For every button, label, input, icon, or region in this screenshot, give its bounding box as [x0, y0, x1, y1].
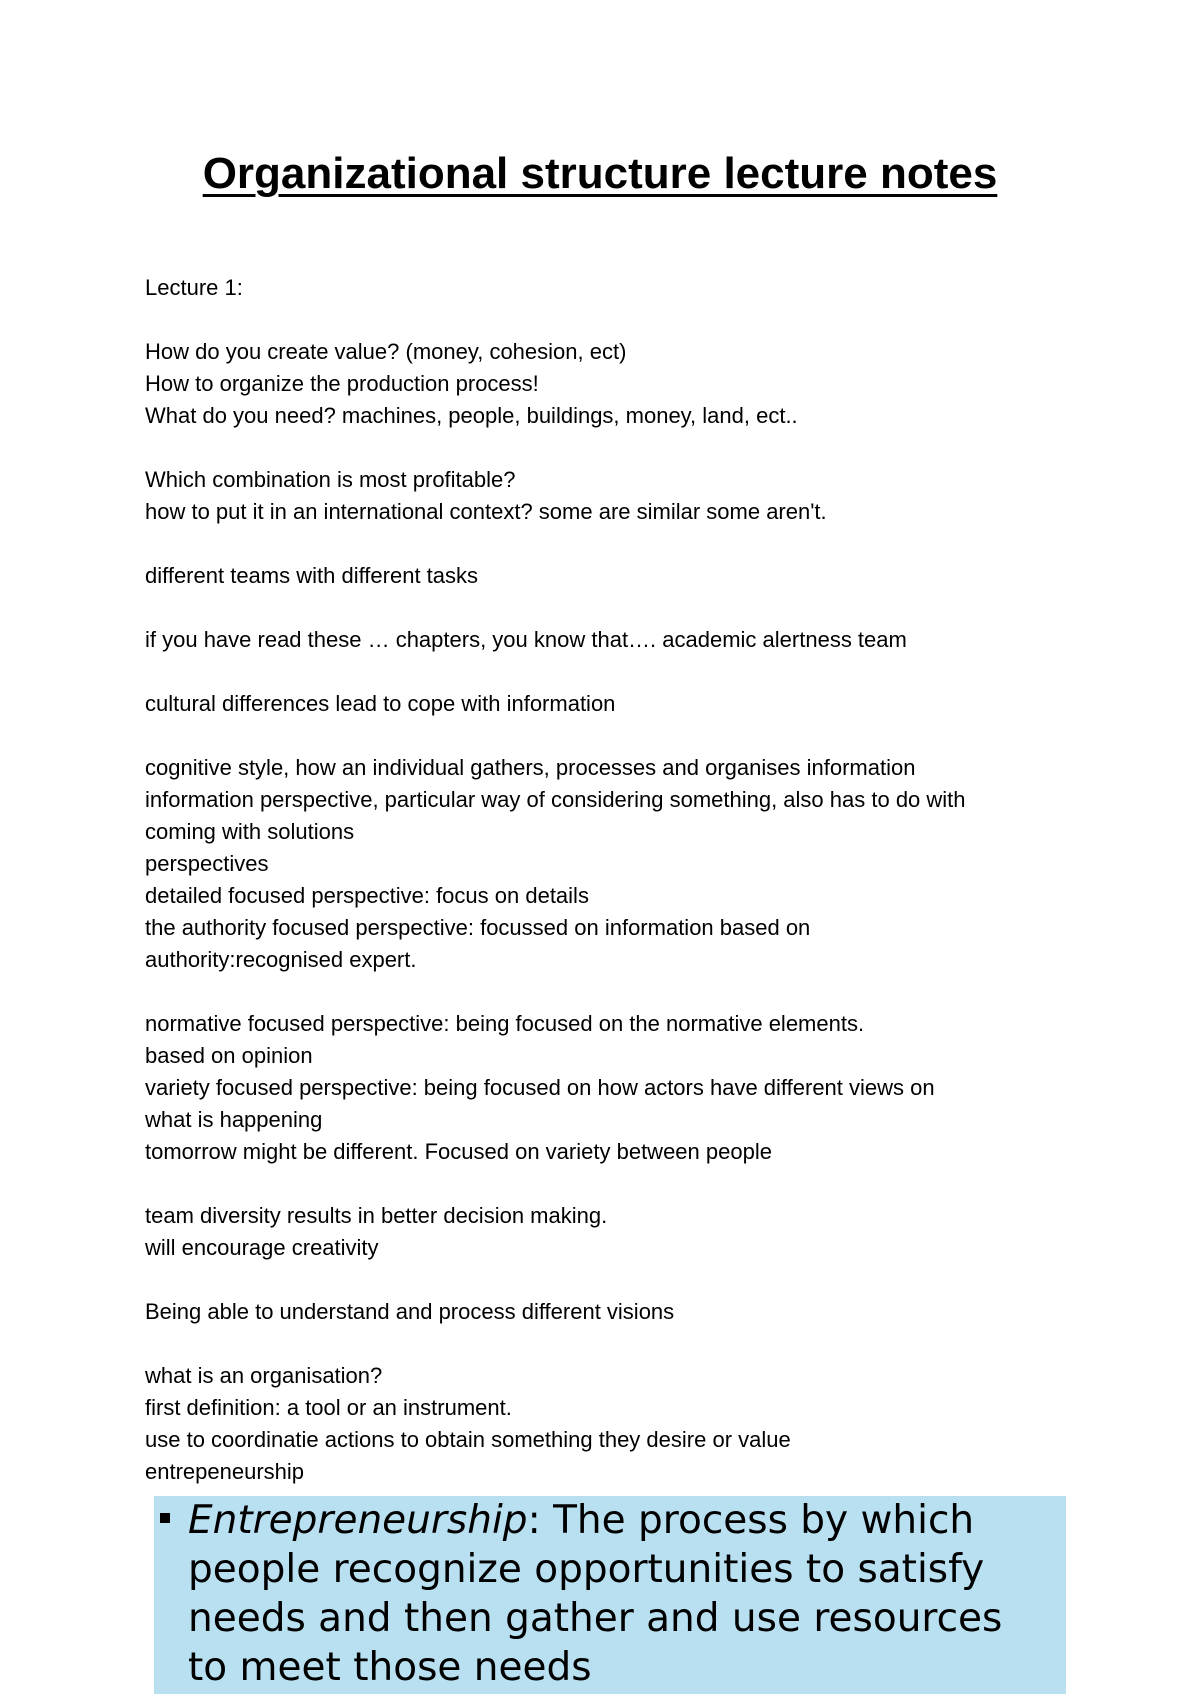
- definition-text: : The process by which people recognize opportunities to satisfy needs and then gather and use resources to meet those needs: [188, 1498, 1003, 1690]
- note-line: first definition: a tool or an instrument.: [145, 1395, 512, 1420]
- note-line: use to coordinatie actions to obtain something they desire or value: [145, 1427, 791, 1452]
- note-line: Lecture 1:: [145, 275, 243, 300]
- note-line: what is an organisation?: [145, 1363, 383, 1388]
- note-line: coming with solutions: [145, 819, 355, 844]
- entrepreneurship-definition-box: [154, 1496, 1066, 1694]
- definition-term: Entrepreneurship: [188, 1498, 528, 1543]
- blank-line: [145, 592, 1075, 624]
- note-line: based on opinion: [145, 1043, 313, 1068]
- note-line: How to organize the production process!: [145, 371, 539, 396]
- lecture-notes: [145, 272, 1075, 1488]
- note-line: information perspective, particular way of considering something, also has to do with: [145, 787, 966, 812]
- blank-line: [145, 432, 1075, 464]
- square-bullet-icon: [160, 1513, 170, 1523]
- note-line: entrepeneurship: [145, 1459, 305, 1484]
- note-line: authority:recognised expert.: [145, 947, 417, 972]
- note-line: cultural differences lead to cope with information: [145, 691, 616, 716]
- blank-line: [145, 304, 1075, 336]
- note-line: cognitive style, how an individual gathers, processes and organises information: [145, 755, 916, 780]
- note-line: Which combination is most profitable?: [145, 467, 516, 492]
- note-line: if you have read these … chapters, you know that…. academic alertness team: [145, 627, 907, 652]
- note-line: Being able to understand and process different visions: [145, 1299, 675, 1324]
- blank-line: [145, 1168, 1075, 1200]
- note-line: tomorrow might be different. Focused on variety between people: [145, 1139, 772, 1164]
- blank-line: [145, 656, 1075, 688]
- blank-line: [145, 720, 1075, 752]
- note-line: How do you create value? (money, cohesion, ect): [145, 339, 627, 364]
- note-line: the authority focused perspective: focussed on information based on: [145, 915, 811, 940]
- note-line: how to put it in an international context? some are similar some aren't.: [145, 499, 827, 524]
- blank-line: [145, 528, 1075, 560]
- blank-line: [145, 1264, 1075, 1296]
- blank-line: [145, 1328, 1075, 1360]
- note-line: different teams with different tasks: [145, 563, 479, 588]
- note-line: variety focused perspective: being focused on how actors have different views on: [145, 1075, 935, 1100]
- note-line: what is happening: [145, 1107, 323, 1132]
- note-line: normative focused perspective: being focused on the normative elements.: [145, 1011, 865, 1036]
- blank-line: [145, 976, 1075, 1008]
- note-line: will encourage creativity: [145, 1235, 379, 1260]
- note-line: What do you need? machines, people, buildings, money, land, ect..: [145, 403, 798, 428]
- note-line: detailed focused perspective: focus on details: [145, 883, 589, 908]
- note-line: perspectives: [145, 851, 269, 876]
- note-line: team diversity results in better decision making.: [145, 1203, 608, 1228]
- page-title: Organizational structure lecture notes: [202, 149, 998, 198]
